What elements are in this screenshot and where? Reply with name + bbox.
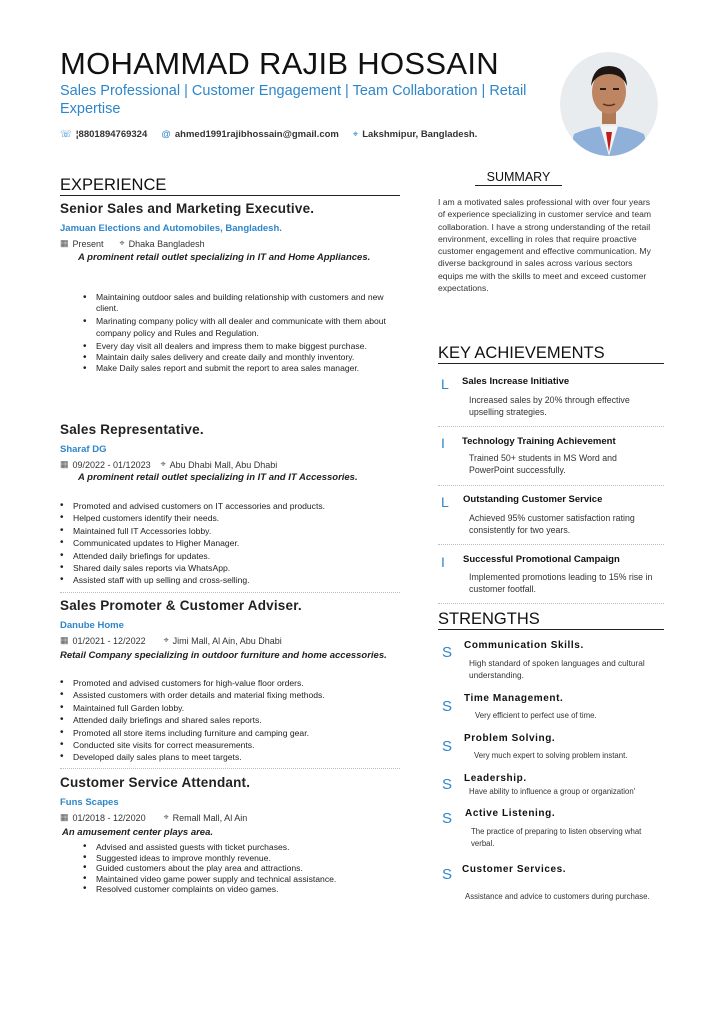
achievement-icon: I — [441, 435, 445, 451]
job-dates: 09/2022 - 01/12023 — [72, 459, 151, 470]
achievement-text: Trained 50+ students in MS Word and PowerPoint successfully. — [469, 453, 617, 475]
calendar-icon: ▦ — [60, 635, 69, 645]
job-bullets — [73, 677, 403, 764]
job-bullets — [73, 500, 403, 587]
achievement-title: Successful Promotional Campaign — [463, 554, 620, 565]
list-item: • Assisted staff with up selling and cross-selling. — [73, 574, 403, 586]
company-name: Jamuan Elections and Automobiles, Bangladesh. — [60, 223, 282, 234]
achievement-text: Implemented promotions leading to 15% rise in customer footfall. — [469, 572, 653, 594]
section-divider — [60, 768, 400, 769]
email-address: ahmed1991rajibhossain@gmail.com — [174, 129, 339, 140]
list-item: • Marinating company policy with all dealer and communicate with them about company policy and Rules and Regulation. — [96, 316, 402, 338]
list-item: • Attended daily briefings for updates. — [73, 550, 403, 562]
job-location: Abu Dhabi Mall, Abu Dhabi — [169, 459, 278, 470]
list-item: • Assisted customers with order details and material fixing methods. — [73, 689, 403, 701]
job-location: Dhaka Bangladesh — [128, 238, 205, 249]
list-item: • Promoted and advised customers for high-value floor orders. — [73, 677, 403, 689]
strength-title: Leadership. — [464, 773, 527, 784]
professional-subtitle: Sales Professional | Customer Engagement | Team Collaboration | Retail Expertise — [60, 83, 527, 117]
strength-icon: S — [442, 738, 453, 755]
job-dates: 01/2021 - 12/2022 — [72, 635, 146, 646]
list-item: • Helped customers identify their needs. — [73, 512, 403, 524]
job-title: Senior Sales and Marketing Executive. — [60, 201, 315, 216]
strength-text: Very much expert to solving problem instant. — [474, 751, 628, 760]
location-pin-icon: ⌖ — [163, 635, 169, 645]
strength-title: Communication Skills. — [464, 640, 584, 651]
list-item: • Suggested ideas to improve monthly revenue. — [96, 853, 402, 864]
list-item: • Advised and assisted guests with ticket purchases. — [96, 842, 402, 853]
strength-title: Problem Solving. — [464, 733, 556, 744]
company-description: A prominent retail outlet specializing in IT and Home Appliances. — [78, 252, 371, 263]
location-pin-icon: ⌖ — [352, 129, 359, 140]
achievement-divider — [438, 603, 664, 604]
job-location: Remall Mall, Al Ain — [172, 812, 248, 823]
strength-title: Active Listening. — [465, 808, 556, 819]
achievement-title: Sales Increase Initiative — [462, 376, 570, 387]
strength-text: Very efficient to perfect use of time. — [475, 711, 597, 720]
strength-text: High standard of spoken languages and cultural understanding. — [469, 658, 645, 680]
phone-contact — [60, 129, 147, 140]
achievement-title: Outstanding Customer Service — [463, 494, 603, 505]
key-achievements-heading: KEY ACHIEVEMENTS — [438, 344, 664, 364]
achievement-divider — [438, 426, 664, 427]
list-item: • Shared daily sales reports via WhatsApp. — [73, 562, 403, 574]
calendar-icon: ▦ — [60, 238, 69, 248]
candidate-name: MOHAMMAD RAJIB HOSSAIN — [60, 46, 499, 81]
profile-photo — [560, 52, 658, 156]
job-title: Sales Promoter & Customer Adviser. — [60, 598, 302, 613]
achievement-icon: L — [441, 376, 449, 392]
strengths-heading: STRENGTHS — [438, 610, 664, 630]
job-dates: Present — [72, 238, 104, 249]
list-item: • Conducted site visits for correct measurements. — [73, 739, 403, 751]
section-divider — [60, 592, 400, 593]
achievement-icon: I — [441, 554, 445, 570]
job-dates: 01/2018 - 12/2020 — [72, 812, 146, 823]
strength-icon: S — [442, 866, 453, 883]
achievement-title: Technology Training Achievement — [462, 436, 616, 447]
strength-text: Have ability to influence a group or organization' — [469, 787, 636, 796]
strength-title: Customer Services. — [462, 864, 567, 875]
email-icon: @ — [161, 129, 171, 140]
list-item: • Maintaining outdoor sales and building relationship with customers and new client. — [96, 292, 402, 314]
job-location: Jimi Mall, Al Ain, Abu Dhabi — [172, 635, 282, 646]
list-item: • Maintained full IT Accessories lobby. — [73, 525, 403, 537]
list-item: • Attended daily briefings and shared sales reports. — [73, 714, 403, 726]
job-bullets — [96, 842, 402, 895]
list-item: • Guided customers about the play area and attractions. — [96, 863, 402, 874]
calendar-icon: ▦ — [60, 812, 69, 822]
contact-bar — [60, 129, 477, 140]
job-meta — [60, 635, 282, 646]
email-contact — [161, 129, 339, 140]
achievement-divider — [438, 544, 664, 545]
summary-text: I am a motivated sales professional with over four years of experience specializing in customer service and team collaboration. I have a strong understanding of the retail environment, excelling in roles that require proactive customer engagement and effective communication. My diverse background in sales across various sectors equips me with the skills to meet and exceed customer expectations. — [438, 197, 652, 294]
profile-photo-graphic — [560, 52, 658, 156]
achievement-text: Achieved 95% customer satisfaction rating consistently for two years. — [469, 513, 635, 535]
strength-icon: S — [442, 810, 453, 827]
company-description: A prominent retail outlet specializing in IT and IT Accessories. — [78, 472, 358, 483]
list-item: • Developed daily sales plans to meet targets. — [73, 751, 403, 763]
list-item: • Maintained full Garden lobby. — [73, 702, 403, 714]
achievement-text: Increased sales by 20% through effective upselling strategies. — [469, 395, 630, 417]
list-item: • Maintained video game power supply and technical assistance. — [96, 874, 402, 885]
list-item: • Resolved customer complaints on video games. — [96, 884, 402, 895]
location-text: Lakshmipur, Bangladesh. — [362, 129, 478, 140]
company-description: An amusement center plays area. — [62, 827, 214, 838]
list-item: • Communicated updates to Higher Manager. — [73, 537, 403, 549]
list-item: • Promoted all store items including furniture and camping gear. — [73, 727, 403, 739]
company-name: Danube Home — [60, 620, 124, 631]
list-item: • Every day visit all dealers and impress them to make biggest purchase. — [96, 341, 402, 352]
job-title: Customer Service Attendant. — [60, 775, 251, 790]
location-pin-icon: ⌖ — [119, 238, 125, 248]
company-name: Funs Scapes — [60, 797, 119, 808]
strength-icon: S — [442, 698, 453, 715]
job-title: Sales Representative. — [60, 422, 204, 437]
job-meta — [60, 459, 277, 470]
list-item: • Maintain daily sales delivery and create daily and monthly inventory. — [96, 352, 402, 363]
strength-text: The practice of preparing to listen observing what verbal. — [471, 827, 642, 848]
company-name: Sharaf DG — [60, 444, 107, 455]
experience-heading: EXPERIENCE — [60, 176, 400, 196]
strength-title: Time Management. — [464, 693, 564, 704]
list-item: • Make Daily sales report and submit the report to area sales manager. — [96, 363, 402, 374]
strength-icon: S — [442, 776, 453, 793]
job-bullets — [96, 292, 402, 374]
list-item: • Promoted and advised customers on IT accessories and products. — [73, 500, 403, 512]
phone-icon: ☏ — [60, 129, 72, 140]
location-pin-icon: ⌖ — [163, 812, 169, 822]
location-pin-icon: ⌖ — [160, 459, 166, 469]
strength-icon: S — [442, 644, 453, 661]
calendar-icon: ▦ — [60, 459, 69, 469]
achievement-icon: L — [441, 494, 449, 510]
company-description: Retail Company specializing in outdoor furniture and home accessories. — [60, 650, 387, 661]
job-meta — [60, 812, 247, 823]
phone-number: ¦8801894769324 — [75, 129, 148, 140]
summary-heading: SUMMARY — [475, 170, 562, 186]
job-meta — [60, 238, 205, 249]
achievement-divider — [438, 485, 664, 486]
location-contact — [353, 129, 477, 140]
strength-text: Assistance and advice to customers during purchase. — [465, 892, 650, 901]
